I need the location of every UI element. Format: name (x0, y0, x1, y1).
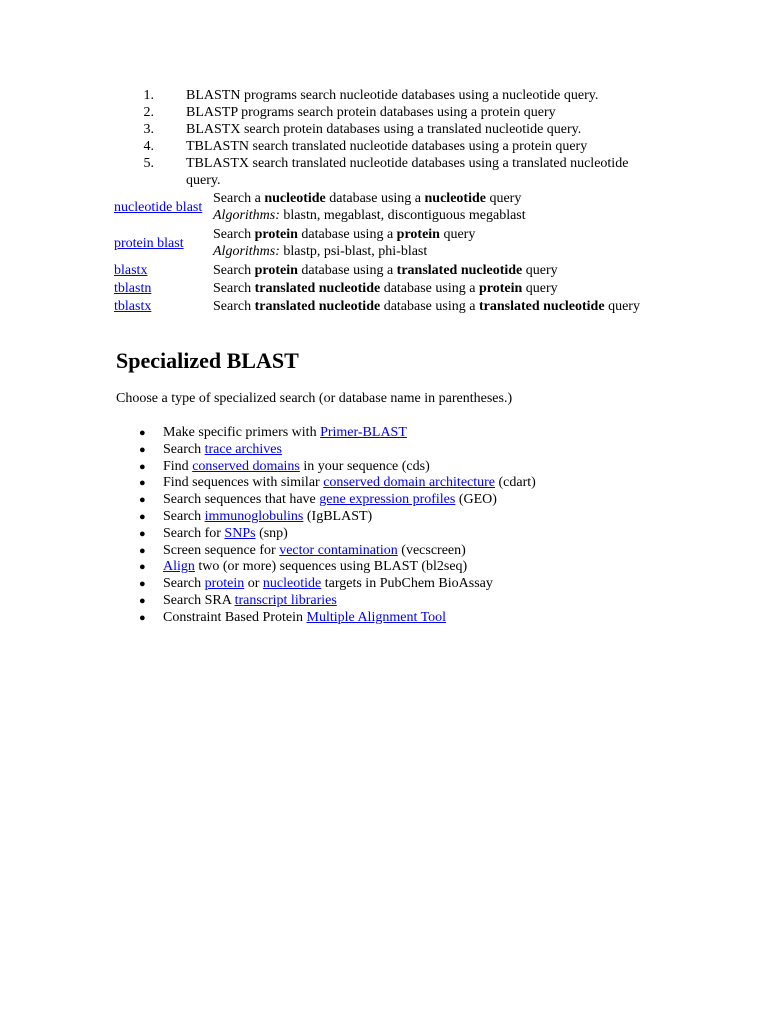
list-item (0, 543, 536, 560)
item-text: (cdart) (495, 475, 536, 491)
item-text: Search for (163, 525, 225, 541)
item-text: Find sequences with similar (163, 475, 324, 491)
gene-expression-profiles-link[interactable]: gene expression profiles (319, 492, 456, 508)
desc-bold: protein (396, 227, 440, 242)
algorithms-list: blastp, psi-blast, phi-blast (279, 244, 428, 259)
list-number: 1. (143, 88, 154, 103)
table-cell-description (213, 226, 653, 262)
primer-blast-link[interactable]: Primer-BLAST (320, 425, 407, 440)
list-item (0, 509, 536, 526)
item-text: or (244, 576, 263, 592)
table-row (114, 280, 653, 298)
list-item (0, 475, 536, 492)
item-text: Search (163, 576, 205, 592)
table-row (114, 298, 653, 315)
list-item (0, 593, 536, 610)
desc-text: database using a (297, 263, 397, 278)
protein-targets-link[interactable]: protein (204, 576, 245, 592)
table-cell-description (213, 280, 653, 298)
list-item-text: BLASTN programs search nucleotide databases using a nucleotide query. (186, 88, 599, 103)
snps-link[interactable]: SNPs (224, 525, 256, 541)
desc-text: query (522, 281, 558, 296)
algorithms-label: Algorithms: (213, 244, 280, 259)
desc-bold: translated nucleotide (396, 263, 523, 278)
item-text: (GEO) (455, 492, 497, 508)
desc-bold: protein (254, 263, 298, 278)
desc-text: database using a (380, 299, 479, 314)
bullet-icon: ● (139, 460, 146, 473)
tblastn-link[interactable]: tblastn (114, 281, 152, 296)
list-number: 5. (143, 156, 154, 171)
desc-text: Search (213, 299, 255, 314)
list-item (0, 442, 536, 459)
table-cell-link (114, 226, 213, 262)
desc-text: Search (213, 281, 255, 296)
specialized-search-list (0, 425, 536, 627)
item-text: in your sequence (cds) (299, 458, 430, 474)
item-text: Search sequences that have (163, 492, 320, 508)
tblastx-link[interactable]: tblastx (114, 299, 152, 314)
item-text: Find (163, 458, 193, 474)
bullet-icon: ● (139, 443, 146, 456)
list-item (0, 610, 536, 627)
table-cell-link (114, 280, 213, 298)
list-item-text: BLASTP programs search protein databases using a protein query (186, 105, 556, 120)
desc-bold: protein (478, 281, 523, 296)
item-text: Search (163, 508, 205, 524)
bullet-icon: ● (139, 527, 146, 540)
algorithms-list: blastn, megablast, discontiguous megablast (279, 208, 526, 223)
bullet-icon: ● (139, 477, 146, 490)
list-item (0, 155, 768, 189)
desc-bold: translated nucleotide (254, 299, 381, 314)
list-item-text: TBLASTX search translated nucleotide databases using a translated nucleotide query. (186, 156, 629, 188)
table-cell-description (213, 190, 653, 226)
list-item (0, 138, 768, 155)
vector-contamination-link[interactable]: vector contamination (279, 542, 398, 558)
desc-bold: translated nucleotide (478, 299, 605, 314)
multiple-alignment-tool-link[interactable]: Multiple Alignment Tool (306, 609, 447, 625)
desc-text: database using a (380, 281, 479, 296)
desc-text: Search a (213, 191, 265, 206)
algorithms-label: Algorithms: (213, 208, 280, 223)
table-cell-description (213, 262, 653, 280)
bullet-icon: ● (139, 427, 146, 439)
item-text: (IgBLAST) (303, 508, 373, 524)
desc-text: Search (213, 263, 255, 278)
list-item (0, 104, 768, 121)
list-item (0, 121, 768, 138)
table-row (114, 190, 653, 226)
desc-bold: nucleotide (264, 191, 326, 206)
item-text: Search (163, 441, 205, 457)
list-item (0, 425, 536, 442)
section-heading: Specialized BLAST (116, 348, 299, 373)
desc-bold: translated nucleotide (254, 281, 381, 296)
desc-text: database using a (325, 191, 425, 206)
list-item (0, 526, 536, 543)
item-text: (vecscreen) (397, 542, 466, 558)
list-number: 4. (143, 139, 154, 154)
list-item-text: BLASTX search protein databases using a translated nucleotide query. (186, 122, 582, 137)
conserved-domain-architecture-link[interactable]: conserved domain architecture (323, 475, 496, 491)
list-item (0, 492, 536, 509)
desc-bold: nucleotide (424, 191, 486, 206)
list-number: 3. (143, 122, 154, 137)
desc-text: database using a (297, 227, 397, 242)
item-text: Search SRA (163, 592, 235, 608)
desc-text: query (604, 299, 640, 314)
align-link[interactable]: Align (163, 559, 195, 575)
item-text: Screen sequence for (163, 542, 280, 558)
desc-text: Search (213, 227, 255, 242)
protein-blast-link[interactable]: protein blast (114, 235, 184, 251)
trace-archives-link[interactable]: trace archives (204, 441, 282, 457)
bullet-icon: ● (139, 594, 146, 607)
table-cell-link (114, 190, 213, 226)
blast-programs-table (114, 190, 653, 315)
table-row (114, 262, 653, 280)
immunoglobulins-link[interactable]: immunoglobulins (204, 508, 304, 524)
blast-programs-list (0, 87, 768, 189)
bullet-icon: ● (139, 510, 146, 523)
nucleotide-targets-link[interactable]: nucleotide (262, 576, 322, 592)
list-item (0, 459, 536, 476)
table-row (114, 226, 653, 262)
table-cell-link (114, 298, 213, 315)
bullet-icon: ● (139, 544, 146, 557)
transcript-libraries-link[interactable]: transcript libraries (234, 592, 337, 608)
item-text: Make specific primers with (163, 425, 321, 440)
blastx-link[interactable]: blastx (114, 263, 148, 278)
section-intro: Choose a type of specialized search (or database name in parentheses.) (116, 391, 513, 406)
bullet-icon: ● (139, 561, 146, 574)
table-cell-link (114, 262, 213, 280)
item-text: (snp) (255, 525, 288, 541)
bullet-icon: ● (139, 494, 146, 507)
nucleotide-blast-link[interactable]: nucleotide blast (114, 199, 203, 215)
desc-bold: protein (254, 227, 298, 242)
conserved-domains-link[interactable]: conserved domains (192, 458, 300, 474)
list-item-text: TBLASTN search translated nucleotide databases using a protein query (186, 139, 588, 154)
list-item (0, 559, 536, 576)
item-text: targets in PubChem BioAssay (321, 576, 493, 592)
bullet-icon: ● (139, 578, 146, 591)
desc-text: query (485, 191, 522, 206)
desc-text: query (522, 263, 558, 278)
desc-text: query (439, 227, 476, 242)
list-number: 2. (143, 105, 154, 120)
item-text: Constraint Based Protein (163, 609, 307, 625)
table-cell-description (213, 298, 653, 315)
list-item (0, 576, 536, 593)
bullet-icon: ● (139, 611, 146, 624)
list-item (0, 87, 768, 104)
item-text: two (or more) sequences using BLAST (bl2seq) (194, 559, 468, 575)
